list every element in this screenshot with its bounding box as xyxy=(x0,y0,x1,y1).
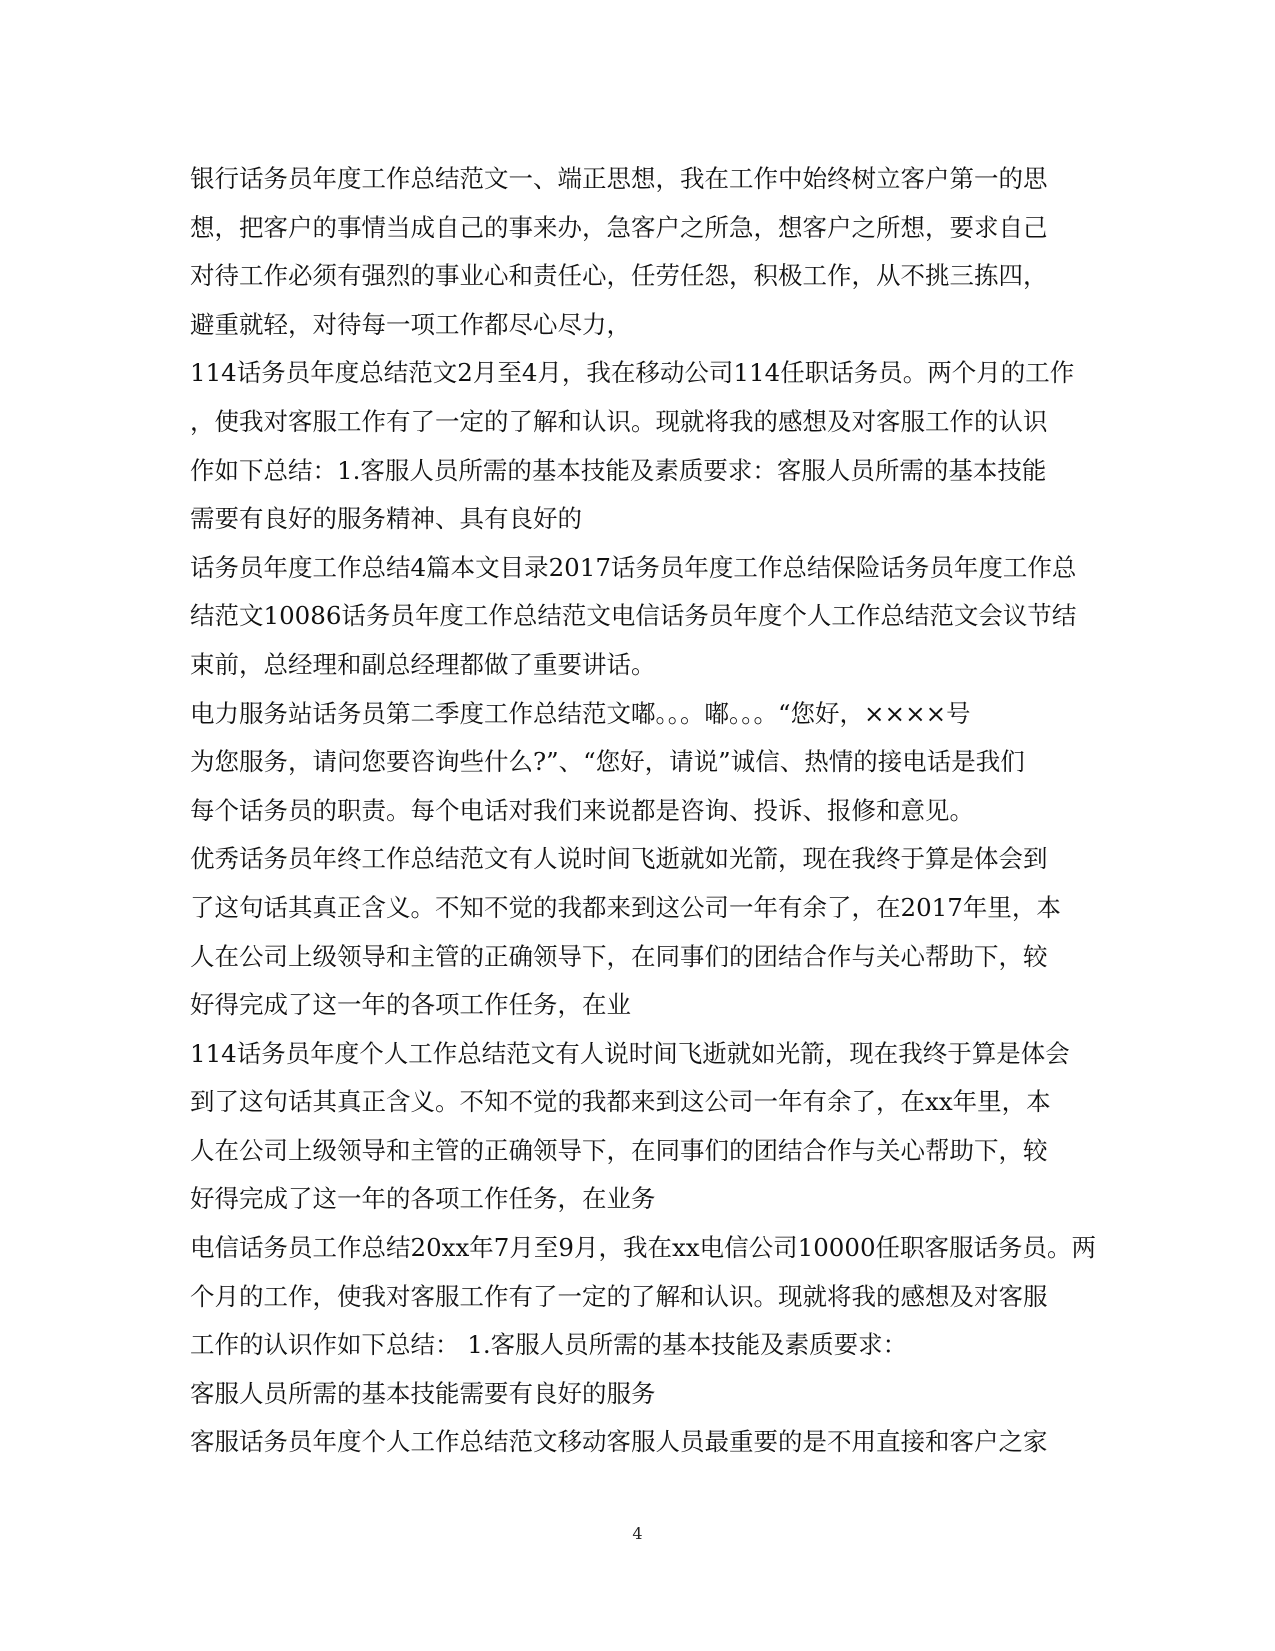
text-line: 客服人员所需的基本技能需要有良好的服务 xyxy=(190,1378,656,1408)
text-line: 工作的认识作如下总结： 1.客服人员所需的基本技能及素质要求： xyxy=(190,1330,908,1360)
text-line: 对待工作必须有强烈的事业心和责任心，任劳任怨，积极工作，从不挑三拣四， xyxy=(190,261,1048,291)
text-line: 结范文10086话务员年度工作总结范文电信话务员年度个人工作总结范文会议节结 xyxy=(190,601,1077,631)
paragraph-6 xyxy=(190,1030,1075,1224)
text-line: ，使我对客服工作有了一定的了解和认识。现就将我的感想及对客服工作的认识 xyxy=(190,406,1048,436)
paragraph-8 xyxy=(190,1418,1075,1467)
text-line: 电力服务站话务员第二季度工作总结范文嘟。。。嘟。。。“您好，××××号 xyxy=(190,698,971,728)
text-line: 人在公司上级领导和主管的正确领导下，在同事们的团结合作与关心帮助下，较 xyxy=(190,1135,1048,1165)
text-line: 需要有良好的服务精神、具有良好的 xyxy=(190,504,582,534)
text-line: 人在公司上级领导和主管的正确领导下，在同事们的团结合作与关心帮助下，较 xyxy=(190,941,1048,971)
paragraph-3 xyxy=(190,544,1075,690)
text-line: 优秀话务员年终工作总结范文有人说时间飞逝就如光箭，现在我终于算是体会到 xyxy=(190,844,1048,874)
paragraph-5 xyxy=(190,835,1075,1029)
paragraph-2 xyxy=(190,349,1075,543)
text-line: 114话务员年度总结范文2月至4月，我在移动公司114任职话务员。两个月的工作 xyxy=(190,358,1075,388)
text-line: 作如下总结：1.客服人员所需的基本技能及素质要求：客服人员所需的基本技能 xyxy=(190,455,1047,485)
text-line: 了这句话其真正含义。不知不觉的我都来到这公司一年有余了，在2017年里，本 xyxy=(190,892,1061,922)
document-body xyxy=(190,155,1097,1467)
text-line: 到了这句话其真正含义。不知不觉的我都来到这公司一年有余了，在xx年里，本 xyxy=(190,1087,1051,1117)
text-line: 好得完成了这一年的各项工作任务，在业 xyxy=(190,990,631,1020)
text-line: 好得完成了这一年的各项工作任务，在业务 xyxy=(190,1184,656,1214)
paragraph-4 xyxy=(190,690,1075,836)
text-line: 想，把客户的事情当成自己的事来办，急客户之所急，想客户之所想，要求自己 xyxy=(190,212,1048,242)
page-number: 4 xyxy=(632,1524,643,1543)
text-line: 话务员年度工作总结4篇本文目录2017话务员年度工作总结保险话务员年度工作总 xyxy=(190,552,1077,582)
text-line: 114话务员年度个人工作总结范文有人说时间飞逝就如光箭，现在我终于算是体会 xyxy=(190,1038,1070,1068)
text-line: 电信话务员工作总结20xx年7月至9月，我在xx电信公司10000任职客服话务员。两 xyxy=(190,1233,1097,1263)
paragraph-1 xyxy=(190,155,1075,349)
text-line: 个月的工作，使我对客服工作有了一定的了解和认识。现就将我的感想及对客服 xyxy=(190,1281,1048,1311)
text-line: 银行话务员年度工作总结范文一、端正思想，我在工作中始终树立客户第一的思 xyxy=(190,164,1048,193)
text-line: 避重就轻，对待每一项工作都尽心尽力， xyxy=(190,309,631,339)
paragraph-7 xyxy=(190,1224,1097,1418)
text-line: 为您服务，请问您要咨询些什么?”、“您好，请说”诚信、热情的接电话是我们 xyxy=(190,747,1025,777)
text-line: 每个话务员的职责。每个电话对我们来说都是咨询、投诉、报修和意见。 xyxy=(190,795,974,825)
text-line: 束前，总经理和副总经理都做了重要讲话。 xyxy=(190,649,656,679)
text-line: 客服话务员年度个人工作总结范文移动客服人员最重要的是不用直接和客户之家 xyxy=(190,1427,1048,1457)
